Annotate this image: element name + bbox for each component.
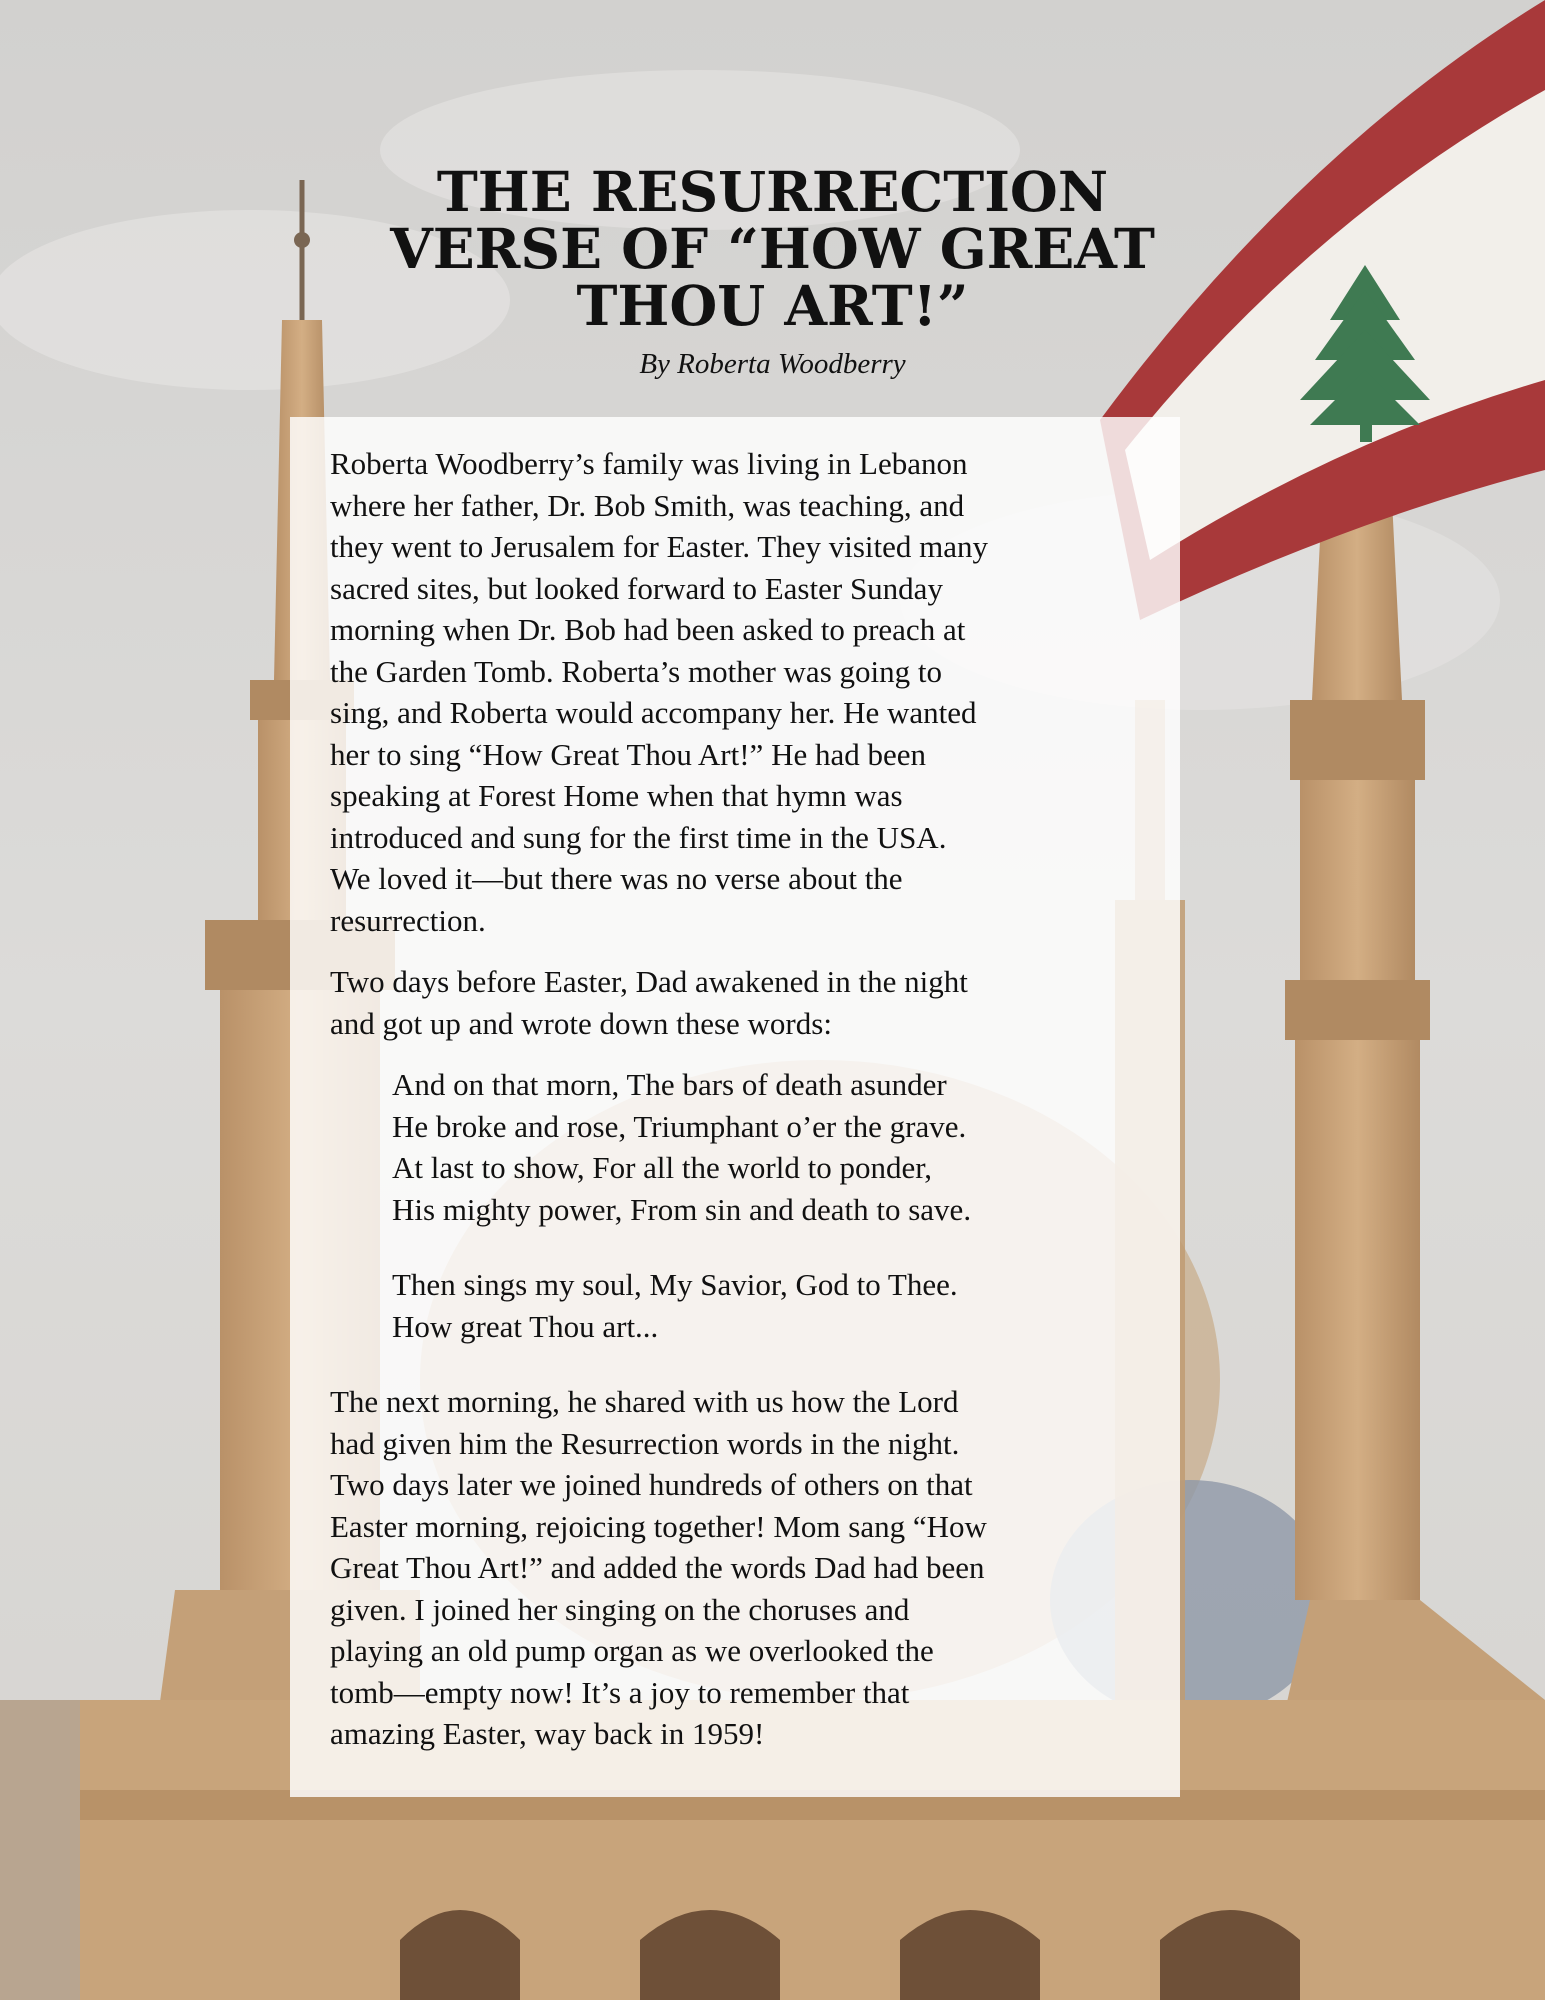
text-line: Great Thou Art!” and added the words Dad had been [330, 1550, 985, 1585]
resurrection-verse [392, 1064, 1142, 1230]
text-line: speaking at Forest Home when that hymn was [330, 778, 903, 813]
text-line: given. I joined her singing on the choruses and [330, 1591, 910, 1627]
text-line: resurrection. [330, 902, 486, 938]
text-line: introduced and sung for the first time in the USA. [330, 819, 947, 855]
paragraph-two-days-before [330, 961, 1142, 1044]
text-line: playing an old pump organ as we overlooked the [330, 1633, 934, 1668]
chorus [392, 1264, 1142, 1347]
verse-line: And on that morn, The bars of death asunder [392, 1067, 947, 1102]
paragraph-intro [330, 443, 1142, 941]
text-line: and got up and wrote down these words: [330, 1005, 832, 1041]
text-line: Two days before Easter, Dad awakened in the night [330, 964, 968, 999]
title-line: VERSE OF “HOW GREAT [390, 216, 1155, 281]
verse-line: At last to show, For all the world to ponder, [392, 1150, 933, 1185]
verse-line: His mighty power, From sin and death to save. [392, 1191, 972, 1227]
text-line: Two days later we joined hundreds of others on that [330, 1467, 973, 1502]
text-line: her to sing “How Great Thou Art!” He had been [330, 736, 926, 772]
text-line: We loved it—but there was no verse about the [330, 861, 903, 896]
paragraph-next-morning [330, 1381, 1142, 1755]
article-text-panel [290, 417, 1180, 1797]
text-line: the Garden Tomb. Roberta’s mother was going to [330, 653, 942, 689]
chorus-line: How great Thou art... [392, 1308, 659, 1344]
text-line: Easter morning, rejoicing together! Mom sang “How [330, 1508, 987, 1544]
text-line: tomb—empty now! It’s a joy to remember that [330, 1674, 910, 1710]
verse-line: He broke and rose, Triumphant o’er the grave. [392, 1108, 967, 1144]
text-line: where her father, Dr. Bob Smith, was teaching, and [330, 487, 965, 523]
byline: By Roberta Woodberry [639, 348, 906, 380]
text-line: morning when Dr. Bob had been asked to preach at [330, 612, 966, 647]
article-title [300, 159, 1245, 338]
text-line: sacred sites, but looked forward to Easter Sunday [330, 570, 943, 606]
text-line: amazing Easter, way back in 1959! [330, 1716, 765, 1751]
chorus-line: Then sings my soul, My Savior, God to Thee. [392, 1267, 958, 1302]
text-line: they went to Jerusalem for Easter. They visited many [330, 529, 989, 564]
title-line: THOU ART!” [576, 273, 969, 338]
text-line: had given him the Resurrection words in the night. [330, 1425, 960, 1461]
text-line: Roberta Woodberry’s family was living in Lebanon [330, 446, 968, 481]
title-line: THE RESURRECTION [436, 159, 1109, 224]
text-line: The next morning, he shared with us how the Lord [330, 1384, 959, 1419]
text-line: sing, and Roberta would accompany her. He wanted [330, 695, 977, 730]
